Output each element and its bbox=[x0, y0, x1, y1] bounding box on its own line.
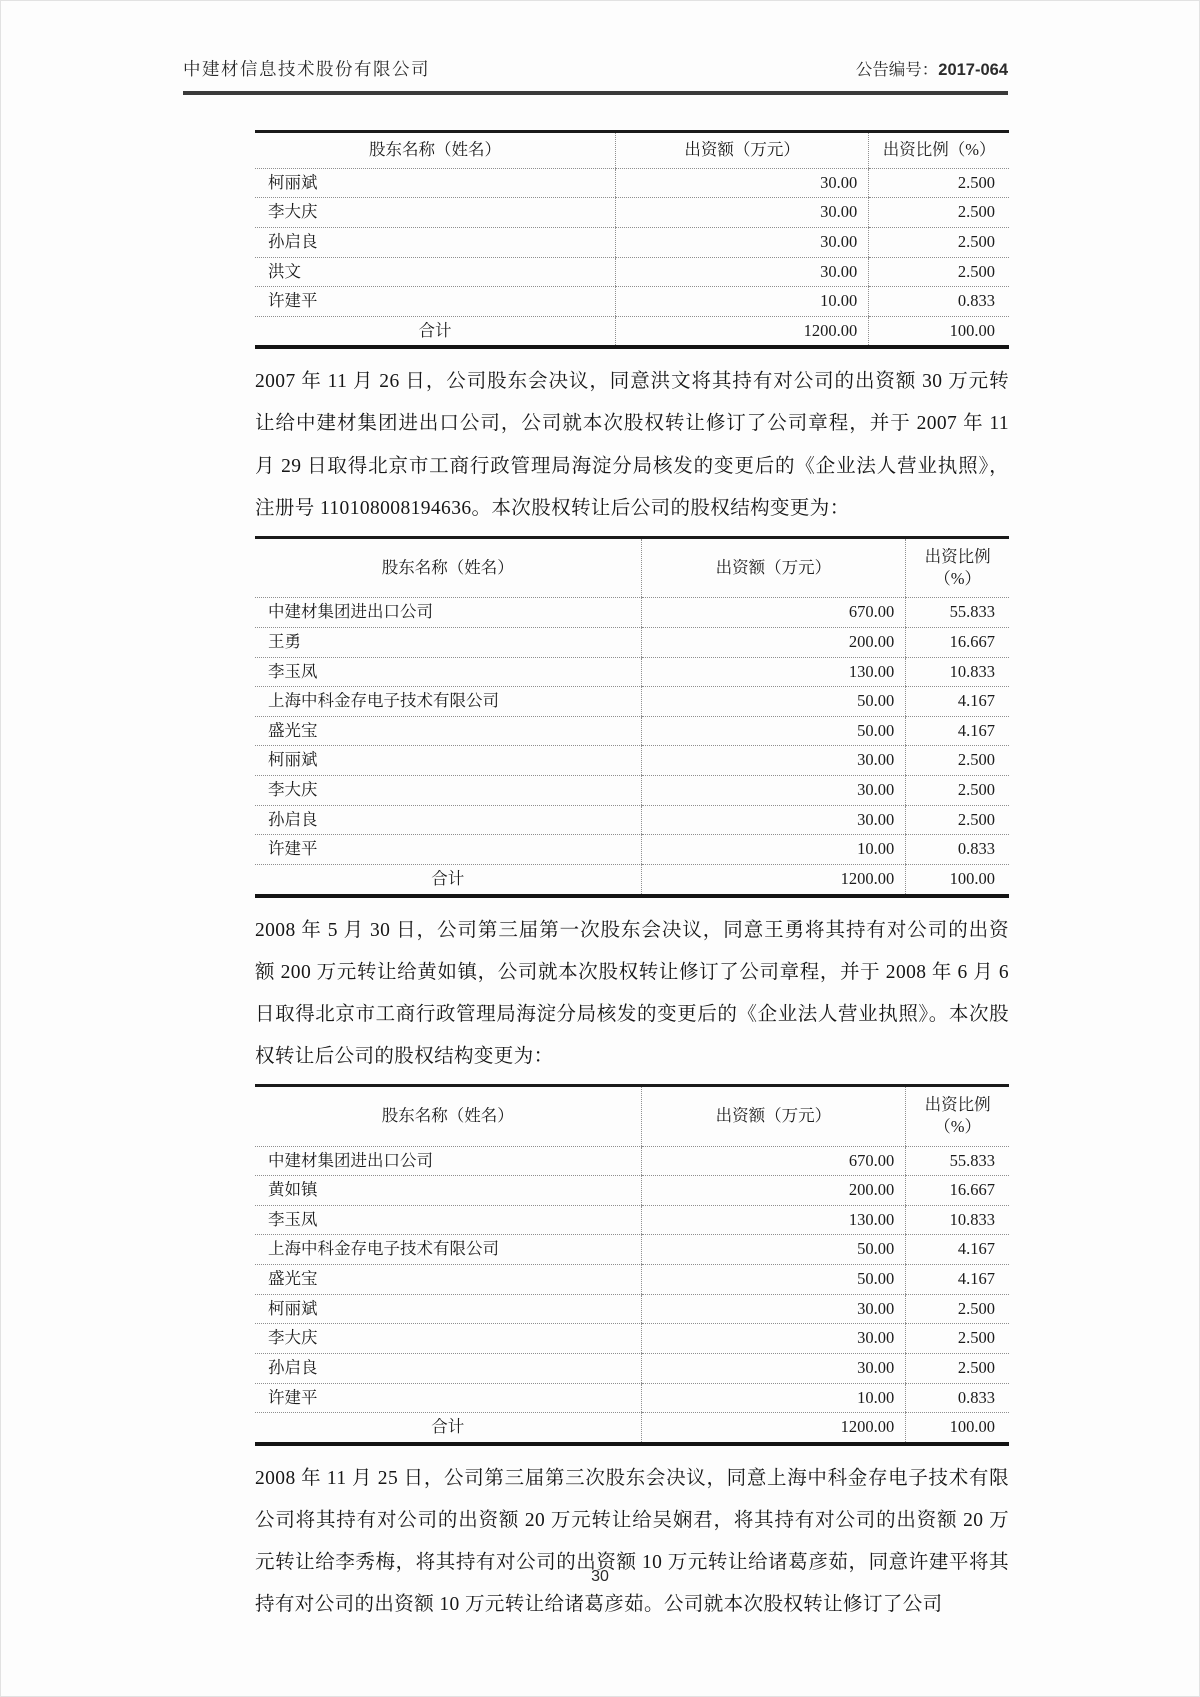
table3-col-header-amount: 出资额（万元） bbox=[641, 1086, 906, 1147]
contribution-amount: 50.00 bbox=[641, 716, 906, 746]
table-total-row bbox=[255, 1413, 1009, 1444]
table-row bbox=[255, 687, 1009, 717]
table-row bbox=[255, 1235, 1009, 1265]
table-row bbox=[255, 1324, 1009, 1354]
table3-col-header-shareholder: 股东名称（姓名） bbox=[255, 1086, 641, 1147]
table-row bbox=[255, 1353, 1009, 1383]
table3-col-header-ratio bbox=[906, 1086, 1009, 1147]
shareholder-name: 李大庆 bbox=[255, 776, 641, 806]
contribution-amount: 30.00 bbox=[641, 1294, 906, 1324]
notice-number-label: 公告编号： bbox=[855, 60, 939, 79]
shareholder-name: 柯丽斌 bbox=[255, 746, 641, 776]
contribution-amount: 30.00 bbox=[615, 198, 868, 228]
contribution-amount: 50.00 bbox=[641, 1235, 906, 1265]
table-row bbox=[255, 1176, 1009, 1206]
contribution-ratio: 0.833 bbox=[869, 287, 1009, 317]
contribution-ratio: 55.833 bbox=[906, 1146, 1009, 1176]
table-row bbox=[255, 598, 1009, 628]
contribution-amount: 30.00 bbox=[641, 805, 906, 835]
contribution-ratio: 2.500 bbox=[906, 1294, 1009, 1324]
table-row bbox=[255, 716, 1009, 746]
table-row bbox=[255, 227, 1009, 257]
shareholder-name: 柯丽斌 bbox=[255, 1294, 641, 1324]
shareholder-name: 上海中科金存电子技术有限公司 bbox=[255, 1235, 641, 1265]
shareholder-name: 孙启良 bbox=[255, 227, 615, 257]
contribution-ratio: 2.500 bbox=[906, 776, 1009, 806]
contribution-amount: 30.00 bbox=[641, 1353, 906, 1383]
contribution-ratio: 4.167 bbox=[906, 687, 1009, 717]
shareholding-table-3 bbox=[255, 1084, 1009, 1446]
table-row bbox=[255, 257, 1009, 287]
ratio-header-line2: （%） bbox=[934, 1117, 981, 1137]
shareholder-name: 孙启良 bbox=[255, 1353, 641, 1383]
contribution-ratio: 2.500 bbox=[906, 805, 1009, 835]
table1-col-header-shareholder: 股东名称（姓名） bbox=[255, 132, 615, 169]
contribution-amount: 130.00 bbox=[641, 657, 906, 687]
contribution-ratio: 2.500 bbox=[906, 746, 1009, 776]
table2-col-header-ratio bbox=[906, 537, 1009, 598]
paragraph-2008-05-transfer: 2008 年 5 月 30 日，公司第三届第一次股东会决议，同意王勇将其持有对公司的出资额 200 万元转让给黄如镇，公司就本次股权转让修订了公司章程，并于 2008 年 6 月 6 日取得北京市工商行政管理局海淀分局核发的变更后的《企业法人营业执照》。本次股权转让后公司的股权结构变更为： bbox=[255, 919, 1009, 1067]
contribution-amount: 30.00 bbox=[641, 1324, 906, 1354]
table-row bbox=[255, 1146, 1009, 1176]
shareholder-name: 中建材集团进出口公司 bbox=[255, 598, 641, 628]
ratio-header-line1: 出资比例 bbox=[924, 546, 991, 566]
contribution-ratio: 55.833 bbox=[906, 598, 1009, 628]
contribution-amount: 10.00 bbox=[615, 287, 868, 317]
contribution-amount: 670.00 bbox=[641, 598, 906, 628]
contribution-ratio: 4.167 bbox=[906, 1265, 1009, 1295]
shareholder-name: 许建平 bbox=[255, 287, 615, 317]
table-row bbox=[255, 627, 1009, 657]
table-row bbox=[255, 287, 1009, 317]
contribution-ratio: 16.667 bbox=[906, 1176, 1009, 1206]
shareholder-name: 李大庆 bbox=[255, 198, 615, 228]
table-row bbox=[255, 805, 1009, 835]
total-amount: 1200.00 bbox=[641, 864, 906, 895]
table3-header-row bbox=[255, 1086, 1009, 1147]
notice-number bbox=[856, 56, 1008, 80]
page-number: 30 bbox=[591, 1568, 609, 1585]
table-total-row bbox=[255, 864, 1009, 895]
paragraph-2007-transfer: 2007 年 11 月 26 日，公司股东会决议，同意洪文将其持有对公司的出资额 30 万元转让给中建材集团进出口公司，公司就本次股权转让修订了公司章程，并于 2007 年 11 月 29 日取得北京市工商行政管理局海淀分局核发的变更后的《企业法人营业执照》，注册号 110108008194636。本次股权转让后公司的股权结构变更为： bbox=[255, 371, 1009, 519]
table-row bbox=[255, 1294, 1009, 1324]
table-row bbox=[255, 746, 1009, 776]
total-label: 合计 bbox=[255, 864, 641, 895]
total-ratio: 100.00 bbox=[906, 1413, 1009, 1444]
table-row bbox=[255, 1383, 1009, 1413]
contribution-ratio: 2.500 bbox=[869, 198, 1009, 228]
table1-col-header-ratio: 出资比例（%） bbox=[869, 132, 1009, 169]
total-amount: 1200.00 bbox=[615, 316, 868, 347]
shareholder-name: 王勇 bbox=[255, 627, 641, 657]
notice-number-value: 2017-064 bbox=[938, 61, 1008, 79]
contribution-ratio: 4.167 bbox=[906, 1235, 1009, 1265]
paragraph-2008-11-transfer: 2008 年 11 月 25 日，公司第三届第三次股东会决议，同意上海中科金存电子技术有限公司将其持有对公司的出资额 20 万元转让给吴娴君，将其持有对公司的出资额 20 万元转让给李秀梅，将其持有对公司的出资额 10 万元转让给诸葛彦茹，同意许建平将其持有对公司的出资额 10 万元转让给诸葛彦茹。公司就本次股权转让修订了公司 bbox=[255, 1467, 1009, 1616]
shareholding-table-1 bbox=[255, 130, 1009, 349]
table2-col-header-amount: 出资额（万元） bbox=[641, 537, 906, 598]
contribution-ratio: 4.167 bbox=[906, 716, 1009, 746]
table1-col-header-amount: 出资额（万元） bbox=[615, 132, 868, 169]
contribution-amount: 30.00 bbox=[641, 746, 906, 776]
shareholder-name: 孙启良 bbox=[255, 805, 641, 835]
table-row bbox=[255, 1205, 1009, 1235]
shareholder-name: 李大庆 bbox=[255, 1324, 641, 1354]
shareholding-table-2 bbox=[255, 536, 1009, 898]
contribution-ratio: 2.500 bbox=[906, 1353, 1009, 1383]
table-total-row bbox=[255, 316, 1009, 347]
document-header bbox=[183, 56, 1008, 95]
ratio-header-line2: （%） bbox=[934, 569, 981, 589]
contribution-amount: 10.00 bbox=[641, 1383, 906, 1413]
contribution-amount: 670.00 bbox=[641, 1146, 906, 1176]
contribution-ratio: 10.833 bbox=[906, 657, 1009, 687]
shareholder-name: 盛光宝 bbox=[255, 1265, 641, 1295]
contribution-amount: 50.00 bbox=[641, 1265, 906, 1295]
total-ratio: 100.00 bbox=[869, 316, 1009, 347]
ratio-header-line1: 出资比例 bbox=[924, 1095, 991, 1115]
shareholder-name: 洪文 bbox=[255, 257, 615, 287]
shareholder-name: 上海中科金存电子技术有限公司 bbox=[255, 687, 641, 717]
contribution-ratio: 16.667 bbox=[906, 627, 1009, 657]
shareholder-name: 黄如镇 bbox=[255, 1176, 641, 1206]
total-label: 合计 bbox=[255, 316, 615, 347]
contribution-amount: 30.00 bbox=[615, 168, 868, 198]
contribution-amount: 10.00 bbox=[641, 835, 906, 865]
table-row bbox=[255, 657, 1009, 687]
table-row bbox=[255, 1265, 1009, 1295]
contribution-amount: 130.00 bbox=[641, 1205, 906, 1235]
shareholder-name: 李玉凤 bbox=[255, 1205, 641, 1235]
contribution-ratio: 10.833 bbox=[906, 1205, 1009, 1235]
contribution-amount: 30.00 bbox=[615, 227, 868, 257]
contribution-ratio: 0.833 bbox=[906, 835, 1009, 865]
total-amount: 1200.00 bbox=[641, 1413, 906, 1444]
contribution-ratio: 2.500 bbox=[869, 227, 1009, 257]
contribution-amount: 30.00 bbox=[615, 257, 868, 287]
table-row bbox=[255, 198, 1009, 228]
shareholder-name: 许建平 bbox=[255, 835, 641, 865]
contribution-ratio: 2.500 bbox=[906, 1324, 1009, 1354]
contribution-ratio: 2.500 bbox=[869, 257, 1009, 287]
contribution-amount: 200.00 bbox=[641, 627, 906, 657]
shareholder-name: 中建材集团进出口公司 bbox=[255, 1146, 641, 1176]
total-label: 合计 bbox=[255, 1413, 641, 1444]
shareholder-name: 许建平 bbox=[255, 1383, 641, 1413]
company-name: 中建材信息技术股份有限公司 bbox=[183, 59, 430, 79]
contribution-ratio: 0.833 bbox=[906, 1383, 1009, 1413]
table-row bbox=[255, 776, 1009, 806]
table-row bbox=[255, 835, 1009, 865]
table1-header-row bbox=[255, 132, 1009, 169]
shareholder-name: 柯丽斌 bbox=[255, 168, 615, 198]
contribution-amount: 50.00 bbox=[641, 687, 906, 717]
contribution-amount: 200.00 bbox=[641, 1176, 906, 1206]
table2-col-header-shareholder: 股东名称（姓名） bbox=[255, 537, 641, 598]
shareholder-name: 李玉凤 bbox=[255, 657, 641, 687]
table-row bbox=[255, 168, 1009, 198]
shareholder-name: 盛光宝 bbox=[255, 716, 641, 746]
contribution-ratio: 2.500 bbox=[869, 168, 1009, 198]
contribution-amount: 30.00 bbox=[641, 776, 906, 806]
total-ratio: 100.00 bbox=[906, 864, 1009, 895]
table2-header-row bbox=[255, 537, 1009, 598]
page-content bbox=[255, 126, 1009, 1632]
